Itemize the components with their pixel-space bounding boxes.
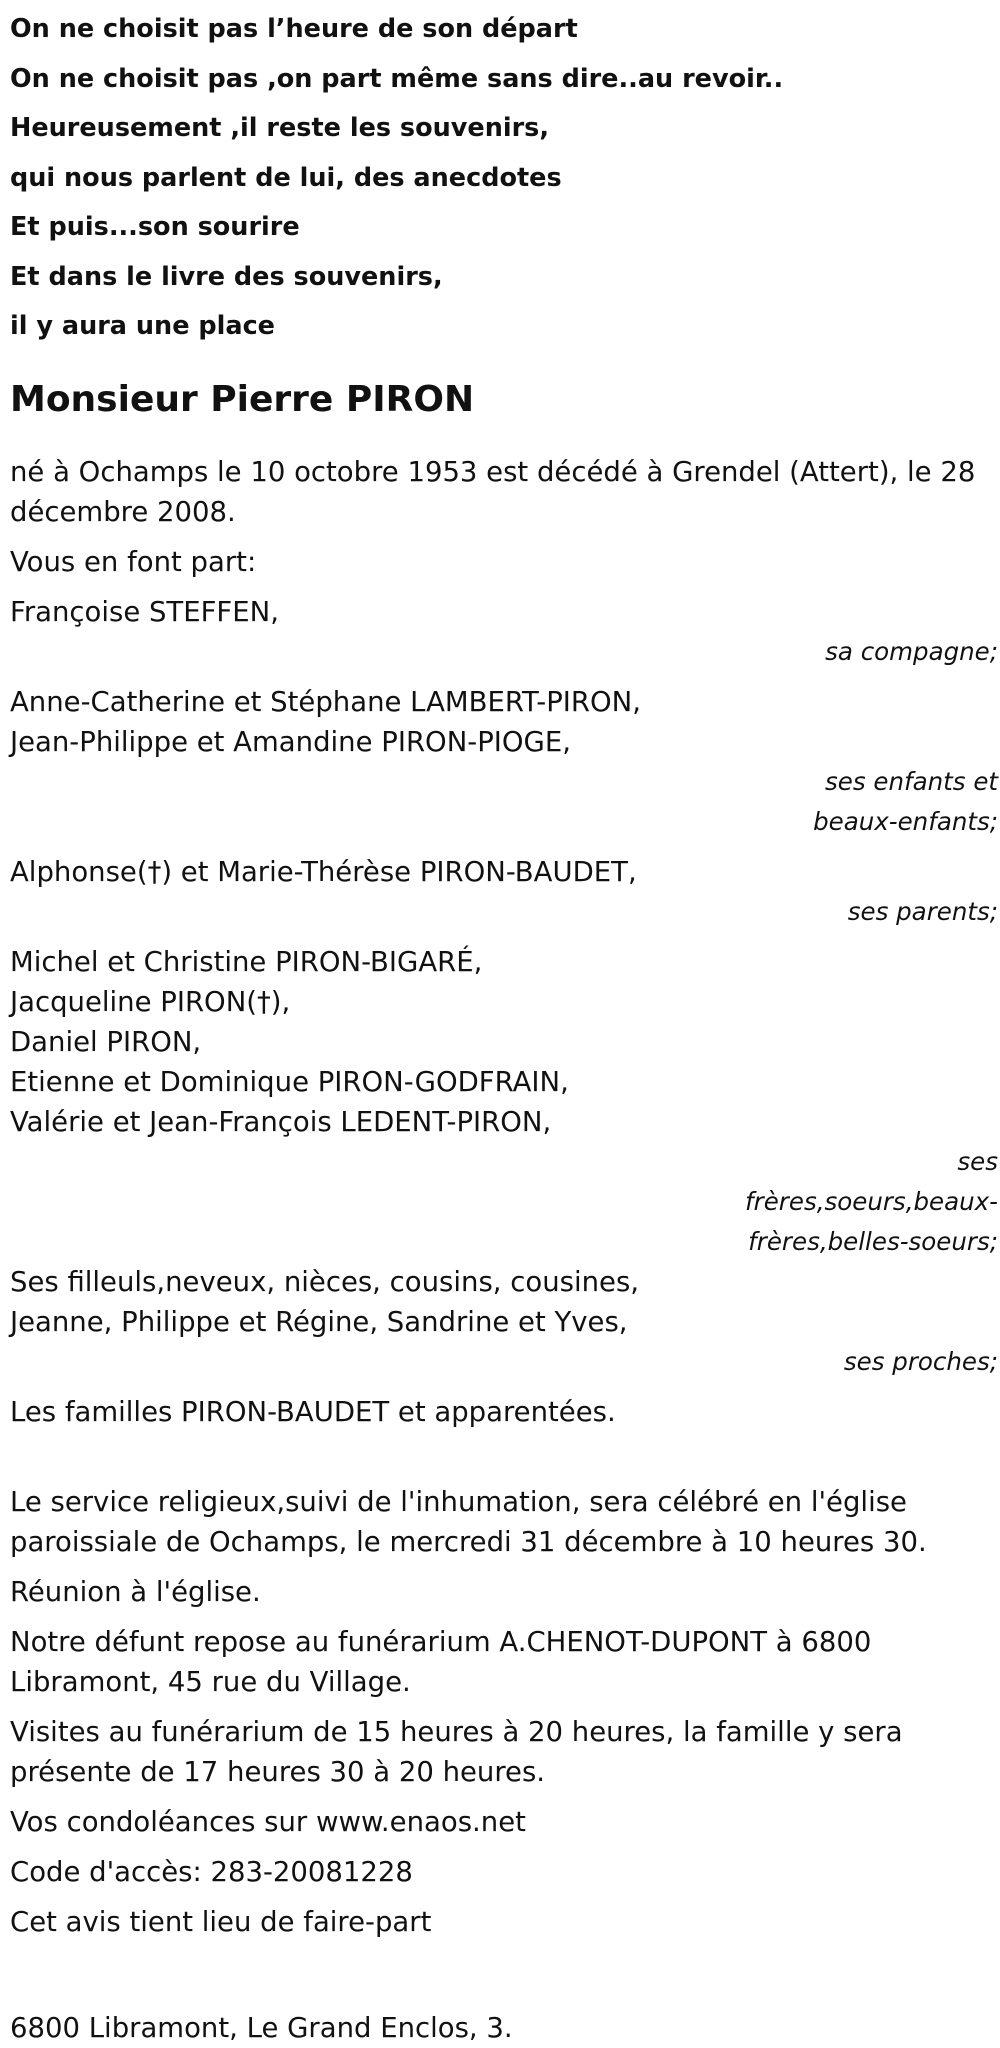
- relationship-role: ses enfants et: [825, 766, 998, 796]
- related-families: Les familles PIRON-BAUDET et apparentées.: [10, 1395, 616, 1428]
- family-parents-group: [10, 852, 998, 932]
- family-address: 6800 Libramont, Le Grand Enclos, 3.: [10, 2011, 513, 2044]
- relationship-role: beaux-enfants;: [813, 806, 998, 836]
- family-member: Anne-Catherine et Stéphane LAMBERT-PIRON,: [10, 685, 641, 718]
- family-member: Daniel PIRON,: [10, 1025, 202, 1058]
- family-member: Jeanne, Philippe et Régine, Sandrine et Yves,: [10, 1305, 628, 1338]
- relationship-role: sa compagne;: [825, 636, 998, 666]
- poem-line: Heureusement ,il reste les souvenirs,: [10, 113, 550, 143]
- poem-line: Et dans le livre des souvenirs,: [10, 261, 443, 292]
- notice-statement: Cet avis tient lieu de faire-part: [10, 1905, 432, 1938]
- poem-line: On ne choisit pas ,on part même sans dire..au revoir..: [10, 63, 784, 94]
- poem-line: qui nous parlent de lui, des anecdotes: [10, 162, 562, 193]
- family-member: Jacqueline PIRON(†),: [10, 985, 291, 1018]
- relationship-role: ses: [957, 1146, 998, 1176]
- family-close-group: [10, 1262, 998, 1382]
- family-member: Ses filleuls,neveux, nièces, cousins, cousines,: [10, 1265, 640, 1298]
- family-member: Valérie et Jean-François LEDENT-PIRON,: [10, 1105, 552, 1138]
- deceased-name: Monsieur Pierre PIRON: [10, 378, 475, 420]
- family-partner-group: [10, 592, 998, 672]
- funeral-home-info: Notre défunt repose au funérarium A.CHENOT-DUPONT à 6800 Libramont, 45 rue du Village.: [10, 1625, 872, 1698]
- family-member: Françoise STEFFEN,: [10, 595, 279, 628]
- relationship-role: ses proches;: [843, 1346, 998, 1376]
- relationship-role: frères,soeurs,beaux-: [745, 1186, 998, 1216]
- family-children-group: [10, 682, 998, 842]
- poem-line: On ne choisit pas l’heure de son départ: [10, 14, 578, 44]
- birth-death-statement: né à Ochamps le 10 octobre 1953 est décédé à Grendel (Attert), le 28 décembre 2008.: [10, 455, 976, 528]
- poem: [10, 0, 998, 352]
- ceremony-info: Le service religieux,suivi de l'inhumation, sera célébré en l'église paroissiale de Ochamps, le mercredi 31 décembre à 10 heures 30.: [10, 1485, 927, 1558]
- poem-line: il y aura une place: [10, 311, 275, 341]
- family-member: Etienne et Dominique PIRON-GODFRAIN,: [10, 1065, 569, 1098]
- access-code: Code d'accès: 283-20081228: [10, 1855, 413, 1888]
- family-siblings-group: [10, 942, 998, 1262]
- condolences-link: Vos condoléances sur www.enaos.net: [10, 1805, 526, 1838]
- announcement: Vous en font part:: [10, 545, 257, 578]
- family-member: Jean-Philippe et Amandine PIRON-PIOGE,: [10, 725, 571, 758]
- family-member: Alphonse(†) et Marie-Thérèse PIRON-BAUDET,: [10, 855, 637, 888]
- meeting-info: Réunion à l'église.: [10, 1575, 261, 1608]
- visiting-hours: Visites au funérarium de 15 heures à 20 heures, la famille y sera présente de 17 heures 30 à 20 heures.: [10, 1715, 903, 1788]
- family-member: Michel et Christine PIRON-BIGARÉ,: [10, 945, 483, 978]
- relationship-role: ses parents;: [847, 896, 998, 926]
- relationship-role: frères,belles-soeurs;: [748, 1226, 998, 1256]
- poem-line: Et puis...son sourire: [10, 212, 300, 242]
